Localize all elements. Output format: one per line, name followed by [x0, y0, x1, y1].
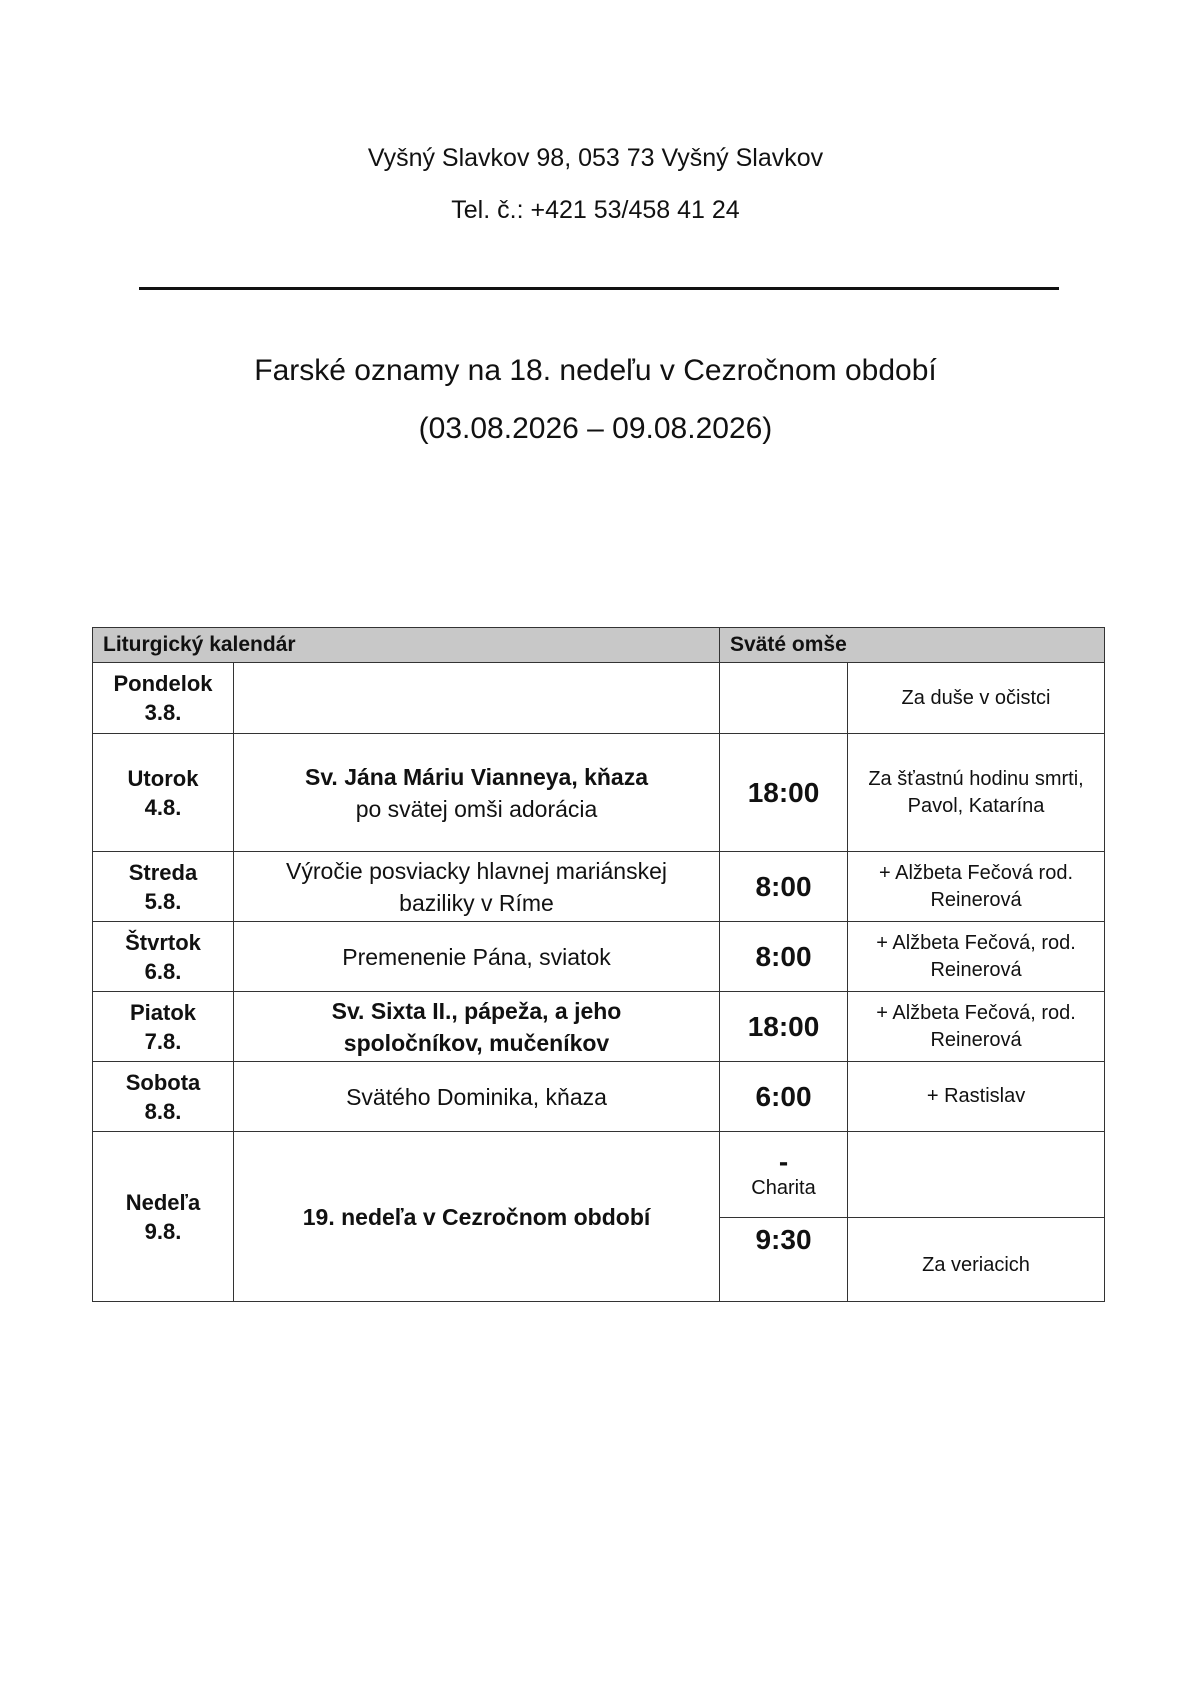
mass-schedule-table [92, 627, 1105, 1302]
day-name: Pondelok [113, 671, 213, 696]
table-row-friday [93, 992, 1105, 1062]
mass-time: - [778, 1145, 789, 1177]
feast-cell [234, 663, 720, 734]
intention-line: Za šťastnú hodinu smrti, [868, 767, 1084, 790]
day-cell [93, 1132, 234, 1302]
mass-intention [848, 852, 1105, 922]
mass-time: 8:00 [720, 852, 848, 922]
feast-cell [234, 1062, 720, 1132]
feast-name: Sv. Sixta II., pápeža, a jeho [331, 997, 622, 1024]
intention-line: Pavol, Katarína [907, 794, 1045, 817]
day-date: 7.8. [144, 1028, 182, 1054]
day-name: Utorok [127, 765, 199, 791]
table-row-sunday [93, 1132, 1105, 1218]
mass-intention [848, 992, 1105, 1062]
intention-line: Reinerová [930, 958, 1022, 981]
day-cell [93, 852, 234, 922]
day-name: Nedeľa [125, 1189, 201, 1215]
intention-line: Reinerová [930, 888, 1022, 911]
day-date: 5.8. [144, 888, 182, 914]
mass-note: Charita [751, 1176, 816, 1199]
feast-cell [234, 734, 720, 852]
day-cell [93, 922, 234, 992]
column-header-masses: Sväté omše [720, 628, 1105, 663]
day-date: 4.8. [144, 794, 182, 820]
day-cell [93, 1062, 234, 1132]
day-name: Sobota [125, 1069, 201, 1095]
header-divider [139, 287, 1059, 290]
intention-line: Za duše v očistci [901, 686, 1051, 709]
mass-intention [848, 1132, 1105, 1218]
feast-cell [234, 852, 720, 922]
mass-time: 18:00 [720, 992, 848, 1062]
feast-cell [234, 922, 720, 992]
intention-line: + Alžbeta Fečová, rod. [876, 931, 1076, 954]
table-row-monday [93, 663, 1105, 734]
table-row-tuesday [93, 734, 1105, 852]
day-date: 3.8. [144, 700, 182, 725]
day-date: 9.8. [144, 1218, 182, 1244]
mass-intention [848, 922, 1105, 992]
document-title: Farské oznamy na 18. nedeľu v Cezročnom období [254, 354, 937, 387]
intention-line: + Rastislav [926, 1085, 1026, 1107]
intention-line: + Alžbeta Fečová, rod. [876, 1001, 1076, 1024]
parish-address: Vyšný Slavkov 98, 053 73 Vyšný Slavkov [367, 144, 824, 172]
mass-time: 6:00 [720, 1062, 848, 1132]
day-name: Štvrtok [125, 929, 201, 955]
mass-intention [848, 1062, 1105, 1132]
intention-line: + Alžbeta Fečová rod. [879, 861, 1074, 884]
mass-intention [848, 663, 1105, 734]
feast-cell [234, 992, 720, 1062]
table-row-thursday [93, 922, 1105, 992]
feast-name: 19. nedeľa v Cezročnom období [302, 1203, 651, 1230]
mass-time [720, 663, 848, 734]
day-cell [93, 663, 234, 734]
feast-name-cont: spoločníkov, mučeníkov [343, 1029, 610, 1056]
mass-time: 9:30 [720, 1218, 848, 1302]
feast-name: Premenenie Pána, sviatok [342, 943, 611, 970]
feast-name-cont: baziliky v Ríme [399, 889, 554, 916]
feast-name: Výročie posviacky hlavnej mariánskej [286, 857, 667, 884]
table-header-row [93, 628, 1105, 663]
table-row-saturday [93, 1062, 1105, 1132]
intention-line: Reinerová [930, 1028, 1022, 1051]
parish-phone: Tel. č.: +421 53/458 41 24 [451, 196, 740, 224]
mass-time: 8:00 [720, 922, 848, 992]
day-date: 6.8. [144, 958, 182, 984]
mass-intention: Za veriacich [848, 1218, 1105, 1302]
day-cell [93, 734, 234, 852]
mass-time-slot-1 [720, 1132, 848, 1218]
day-name: Streda [128, 859, 198, 885]
feast-name: Svätého Dominika, kňaza [346, 1083, 607, 1110]
feast-note: po svätej omši adorácia [355, 795, 598, 822]
day-name: Piatok [129, 999, 197, 1025]
mass-time: 18:00 [720, 734, 848, 852]
day-cell [93, 992, 234, 1062]
day-date: 8.8. [144, 1098, 182, 1124]
mass-intention [848, 734, 1105, 852]
feast-cell [234, 1132, 720, 1302]
document-date-range: (03.08.2026 – 09.08.2026) [418, 412, 773, 445]
column-header-calendar: Liturgický kalendár [93, 628, 720, 663]
table-row-wednesday [93, 852, 1105, 922]
feast-name: Sv. Jána Máriu Vianneya, kňaza [304, 763, 649, 790]
